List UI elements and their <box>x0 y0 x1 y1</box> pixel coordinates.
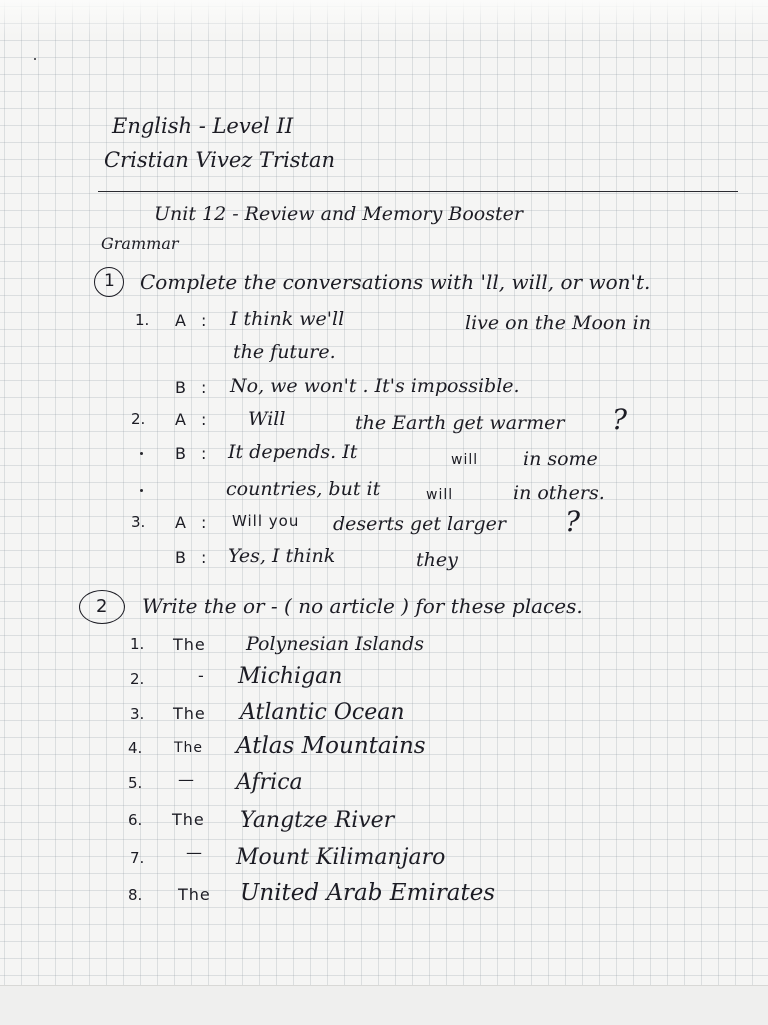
article-answer: The <box>174 740 204 756</box>
speaker-separator: : <box>201 311 208 330</box>
question-mark: ? <box>565 505 581 538</box>
speaker-separator: : <box>201 444 208 463</box>
item-number: 6. <box>128 811 143 829</box>
exercise-number: 2 <box>96 596 108 617</box>
place-name: Yangtze River <box>240 808 395 833</box>
speaker-separator: : <box>201 548 208 567</box>
place-name: United Arab Emirates <box>240 880 496 906</box>
item-number: 2. <box>130 670 145 688</box>
dialogue-text: the Earth get warmer <box>355 412 565 434</box>
item-number: 1. <box>130 635 145 653</box>
question-mark: ? <box>612 403 628 436</box>
student-name: Cristian Vivez Tristan <box>104 148 336 172</box>
dialogue-text: live on the Moon in <box>465 312 651 334</box>
speaker-label: B <box>175 444 187 463</box>
header-divider <box>98 191 738 192</box>
course-title: English - Level II <box>112 114 294 138</box>
answer-text: will <box>426 487 454 503</box>
answer-text: No, we won't . It's impossible. <box>230 375 520 397</box>
page-top-edge <box>0 0 768 36</box>
dialogue-text: It depends. It <box>228 441 358 463</box>
answer-text: I think we'll <box>230 308 345 330</box>
section-label: Grammar <box>101 234 179 253</box>
answer-text: will <box>451 452 479 468</box>
answer-text: they <box>416 549 458 571</box>
exercise-instruction: Complete the conversations with 'll, will, or won't. <box>140 270 651 294</box>
speaker-label: B <box>175 548 187 567</box>
item-number: 3. <box>130 705 145 723</box>
item-number: 5. <box>128 774 143 792</box>
answer-text: Will you <box>232 512 300 530</box>
place-name: Mount Kilimanjaro <box>236 845 446 870</box>
speaker-separator: : <box>201 513 208 532</box>
dialogue-text: in others. <box>513 482 605 504</box>
dialogue-text: the future. <box>233 341 336 363</box>
dialogue-text: countries, but it <box>226 478 381 500</box>
speaker-label: A <box>175 513 187 532</box>
dialogue-text: in some <box>523 448 598 470</box>
item-number: 8. <box>128 886 143 904</box>
item-number: 7. <box>130 849 145 867</box>
place-name: Atlas Mountains <box>236 733 426 759</box>
exercise-instruction: Write the or - ( no article ) for these places. <box>142 594 583 618</box>
speaker-label: A <box>175 311 187 330</box>
item-number: 4. <box>128 739 143 757</box>
article-answer: — <box>178 770 195 789</box>
speaker-label: B <box>175 378 187 397</box>
place-name: Michigan <box>238 664 343 689</box>
item-number: 3. <box>131 513 146 531</box>
article-answer: - <box>198 666 205 685</box>
page-bottom-edge <box>0 985 768 1025</box>
item-number: 1. <box>135 311 150 329</box>
exercise-number: 1 <box>104 271 115 291</box>
speaker-separator: : <box>201 378 208 397</box>
place-name: Africa <box>236 770 303 795</box>
answer-text: Will <box>248 408 286 430</box>
article-answer: The <box>172 810 205 829</box>
answer-text: Yes, I think <box>228 545 336 567</box>
unit-title: Unit 12 - Review and Memory Booster <box>154 203 523 225</box>
article-answer: The <box>173 635 206 654</box>
dialogue-text: deserts get larger <box>333 513 506 535</box>
item-number: 2. <box>131 410 146 428</box>
article-answer: — <box>186 843 203 862</box>
article-answer: The <box>173 704 206 723</box>
article-answer: The <box>178 885 211 904</box>
speaker-label: A <box>175 410 187 429</box>
place-name: Polynesian Islands <box>246 633 424 655</box>
speaker-separator: : <box>201 410 208 429</box>
place-name: Atlantic Ocean <box>240 700 405 725</box>
